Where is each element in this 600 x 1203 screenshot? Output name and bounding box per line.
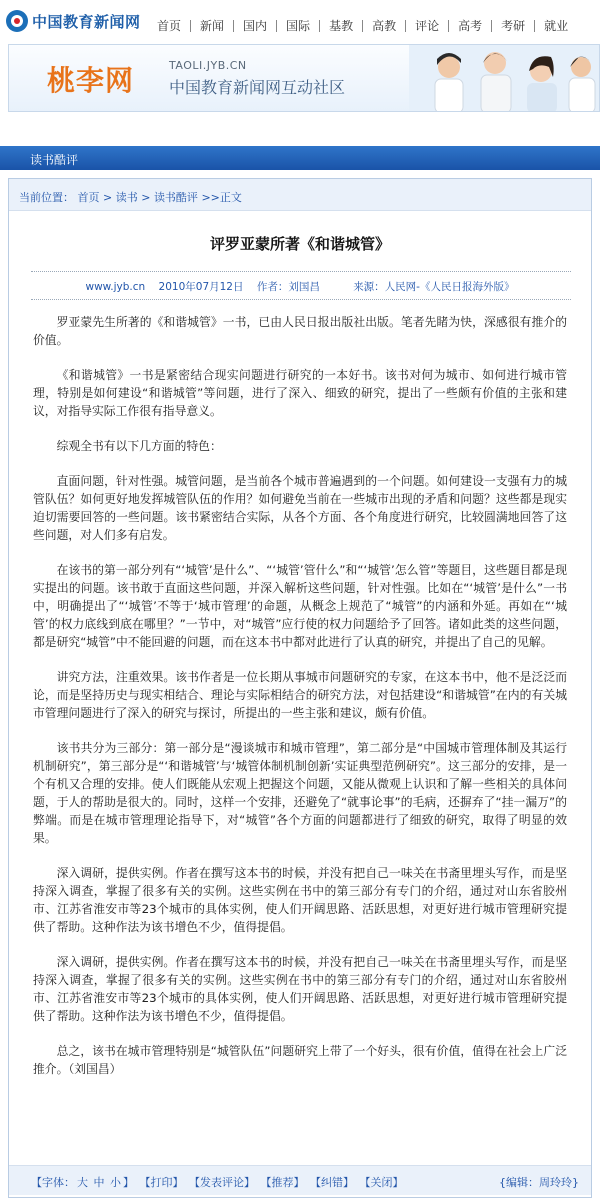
font-large-button[interactable]: 大 [77,1176,88,1189]
banner-subtitle: 中国教育新闻网互动社区 [169,78,346,97]
breadcrumb-current: 正文 [219,191,242,204]
article-paragraph: 在该书的第一部分列有“‘城管’是什么”、“‘城管’管什么”和“‘城管’怎么管”等题目，这些题目都是现实提出的问题。该书敢于直面这些问题，并深入解析这些问题，针对性强。比如在“‘城管’是什么”一书中，明确提出了“‘城管’不等于‘城市管理’的命题，从概念上规范了“城管”的内涵和外延。再如在“‘城管’的权力底线到底在哪里？”一节中，对“城管”应行使的权力问题给予了回答。诸如此类的这些问题，都是研究“城管”中不能回避的问题，而在这本书中都对此进行了认真的研究，并提出了自己的见解。 [33,563,567,649]
nav-item-kaoyan[interactable]: 考研 [501,19,526,33]
nav-item-international[interactable]: 国际 [286,19,311,33]
recommend-button[interactable]: 【推荐】 [260,1176,305,1189]
breadcrumb-home[interactable]: 首页 [77,191,100,204]
meta-source[interactable]: 人民网-《人民日报海外版》 [384,281,515,293]
meta-source-label: 来源： [353,281,385,293]
article-toolbar [9,1165,591,1195]
meta-date: 2010年07月12日 [158,281,244,293]
article-paragraph: 《和谐城管》一书是紧密结合现实问题进行研究的一本好书。该书对何为城市、如何进行城市管理，特别是如何建设“和谐城管”等问题，进行了深入、细致的研究，提出了一些颇有价值的主张和建议，对指导实际工作很有指导意义。 [33,368,567,418]
meta-divider [31,299,571,300]
close-button[interactable]: 【关闭】 [359,1176,404,1189]
font-medium-button[interactable]: 中 [93,1176,105,1189]
banner-url: TAOLI.JYB.CN [169,59,247,72]
meta-author-label: 作者： [256,281,289,293]
main-nav [148,16,577,36]
nav-item-gaokao[interactable]: 高考 [458,19,483,33]
font-small-button[interactable]: 小 [110,1176,121,1189]
print-button[interactable]: 【打印】 [139,1176,184,1189]
nav-item-home[interactable]: 首页 [157,19,182,33]
nav-item-domestic[interactable]: 国内 [243,19,268,33]
nav-item-news[interactable]: 新闻 [200,19,225,33]
banner-people-image [409,45,600,112]
breadcrumb-separator: > [141,191,151,204]
breadcrumb-book-review[interactable]: 读书酷评 [153,191,198,204]
site-logo[interactable] [6,10,141,32]
article-paragraph: 罗亚蒙先生所著的《和谐城管》一书，已由人民日报出版社出版。笔者先睹为快，深感很有推介的价值。 [33,315,567,347]
article-paragraph: 综观全书有以下几方面的特色： [56,439,222,453]
editor-credit: {编辑：周玲玲} [499,1176,579,1189]
banner-logo: 桃李网 [47,64,135,97]
article-meta [9,279,591,294]
comment-button[interactable]: 【发表评论】 [189,1176,255,1189]
nav-item-jobs[interactable]: 就业 [544,19,569,33]
category-bar [0,146,600,170]
nav-item-higher-edu[interactable]: 高教 [372,19,397,33]
article-paragraph: 直面问题，针对性强。城管问题，是当前各个城市普遍遇到的一个问题。如何建设一支强有力的城管队伍？如何更好地发挥城管队伍的作用？如何避免当前在一些城市出现的矛盾和问题？这些都是现实迫切需要回答的一些问题。该书紧密结合实际，从各个方面、各个角度进行研究，比较圆满地回答了这些问题，对人们多有启发。 [33,474,567,542]
site-logo-icon [6,10,28,32]
category-title[interactable]: 读书酷评 [30,153,79,167]
title-divider [31,271,571,272]
article-paragraph: 讲究方法，注重效果。该书作者是一位长期从事城市问题研究的专家，在这本书中，他不是泛泛而论，而是坚持历史与现实相结合、理论与实际相结合的研究方法，对包括建设“和谐城管”在内的有关城市管理问题进行了深入的研究与探讨，所提出的一些主张和建议，颇有价值。 [33,670,567,720]
meta-site[interactable]: www.jyb.cn [85,281,146,293]
article-paragraph: 该书共分为三部分：第一部分是“漫谈城市和城市管理”，第二部分是“中国城市管理体制及其运行机制研究”，第三部分是“‘和谐城管’与‘城管体制机制创新’实证典型范例研究”。这三部分的安排，是一个有机又合理的安排。使人们既能从宏观上把握这个问题，又能从微观上认识和了解一些相关的具体问题，于人的帮助是很大的。同时，这样一个安排，还避免了“就事论事”的毛病，还摒弃了“挂一漏万”的弊端。而是在城市管理理论指导下，对“城管”各个方面的问题都进行了细致的研究，取得了明显的效果。 [33,741,567,845]
article-paragraph: 深入调研，提供实例。作者在撰写这本书的时候，并没有把自己一味关在书斋里埋头写作，而是坚持深入调查，掌握了很多有关的实例。这些实例在书中的第三部分有专门的介绍，通过对山东省胶州市、江苏省淮安市等23个城市的具体实例，使人们开阔思路、活跃思想，对更好进行城市管理研究提供了帮助。这种作法为该书增色不少，值得提倡。 [33,955,567,1023]
breadcrumb-separator: > [103,191,113,204]
article-paragraph: 总之，该书在城市管理特别是“城管队伍”问题研究上带了一个好头，很有价值，值得在社会上广泛推介。（刘国昌） [33,1044,567,1076]
article-paragraph: 深入调研，提供实例。作者在撰写这本书的时候，并没有把自己一味关在书斋里埋头写作，而是坚持深入调查，掌握了很多有关的实例。这些实例在书中的第三部分有专门的介绍，通过对山东省胶州市、江苏省淮安市等23个城市的具体实例，使人们开阔思路、活跃思想，对更好进行城市管理研究提供了帮助。这种作法为该书增色不少，值得提倡。 [33,866,567,934]
font-size-label: 【字体： [31,1176,75,1189]
font-size-end: 】 [123,1176,134,1189]
article-container [8,178,592,1198]
article-title: 评罗亚蒙所著《和谐城管》 [209,235,390,253]
breadcrumb-prefix: 当前位置： [19,191,74,204]
breadcrumb-separator: >> [201,191,220,204]
nav-item-basic-edu[interactable]: 基教 [329,19,354,33]
site-logo-text: 中国教育新闻网 [32,12,141,31]
correct-button[interactable]: 【纠错】 [310,1176,354,1189]
toolbar-actions [31,1174,406,1190]
top-header [0,0,600,44]
nav-item-commentary[interactable]: 评论 [415,19,440,33]
meta-author: 刘国昌 [288,281,320,293]
breadcrumb-reading[interactable]: 读书 [115,191,138,204]
breadcrumb [9,179,591,211]
community-banner[interactable] [8,44,600,112]
article-body [33,313,567,1095]
